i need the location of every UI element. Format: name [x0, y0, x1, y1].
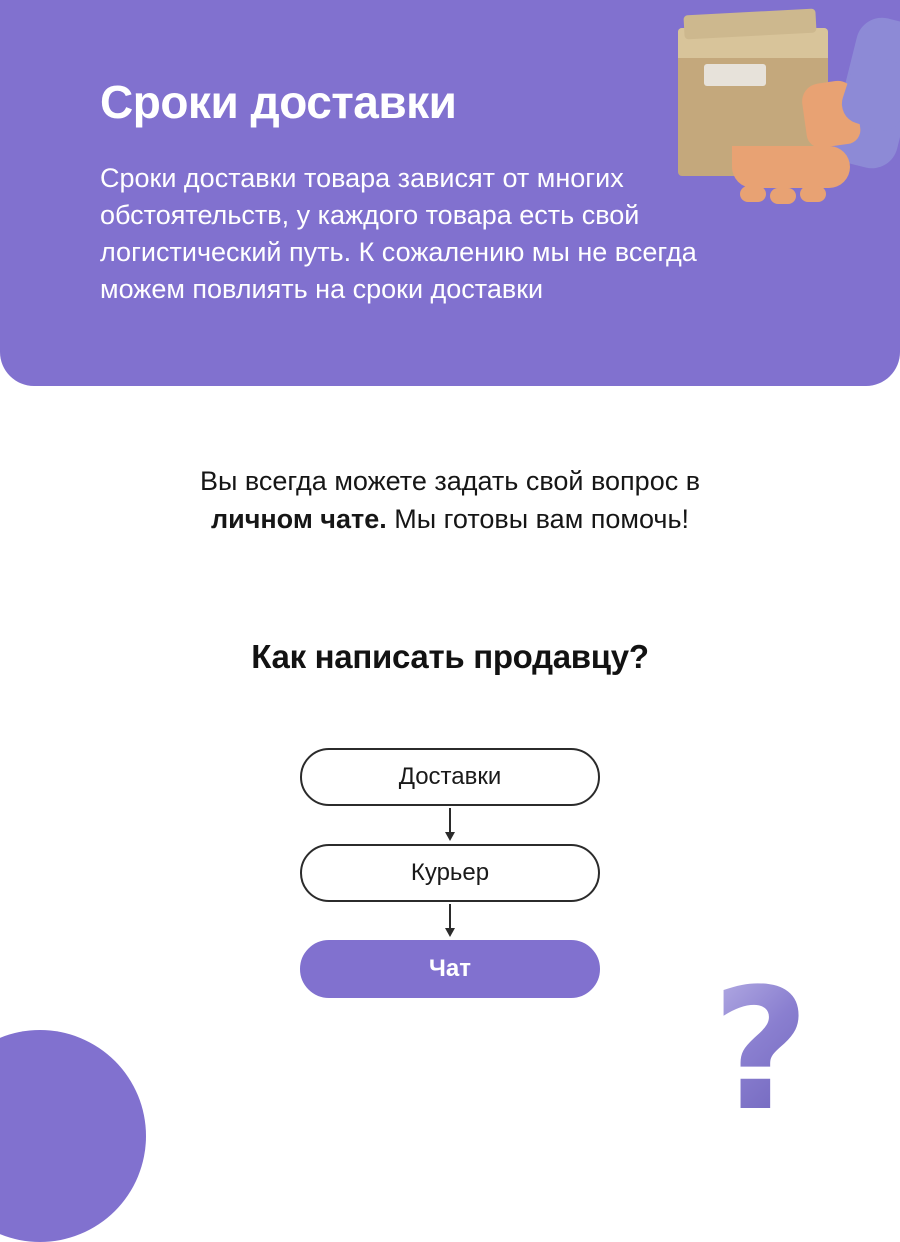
- flow-step-delivery[interactable]: [300, 748, 600, 806]
- finger-shape: [770, 188, 796, 204]
- section-heading: Как написать продавцу?: [251, 638, 649, 675]
- support-note-highlight: личном чате.: [210, 504, 387, 535]
- finger-shape: [800, 186, 826, 202]
- hero-description: Сроки доставки товара зависят от многих обстоятельств, у каждого товара есть свой логистический путь. К сожалению мы не всегда можем повлиять на сроки доставки: [100, 163, 697, 304]
- flow-step-label: Чат: [429, 955, 471, 982]
- flow-step-label: Доставки: [398, 763, 502, 790]
- flow-step-courier[interactable]: [300, 844, 600, 902]
- page-title: Сроки доставки: [100, 76, 457, 128]
- parcel-box-icon: [670, 0, 900, 220]
- flow-step-label: Курьер: [410, 859, 490, 886]
- flow-steps: [300, 748, 600, 998]
- arrow-down-icon: [300, 902, 600, 940]
- arrow-down-icon: [300, 806, 600, 844]
- question-mark-icon: [712, 952, 842, 1160]
- purple-circle-decor: [0, 1030, 146, 1242]
- hero-banner: [0, 0, 900, 386]
- hand-lower-shape: [732, 146, 850, 188]
- support-note-line1: Вы всегда можете задать свой вопрос в: [199, 466, 701, 496]
- question-mark-glyph: ?: [712, 952, 810, 1148]
- support-note: [0, 462, 900, 539]
- box-label-shape: [704, 64, 766, 86]
- finger-shape: [740, 186, 766, 202]
- flow-step-chat[interactable]: [300, 940, 600, 998]
- support-note-line2: Мы готовы вам помочь!: [386, 504, 690, 535]
